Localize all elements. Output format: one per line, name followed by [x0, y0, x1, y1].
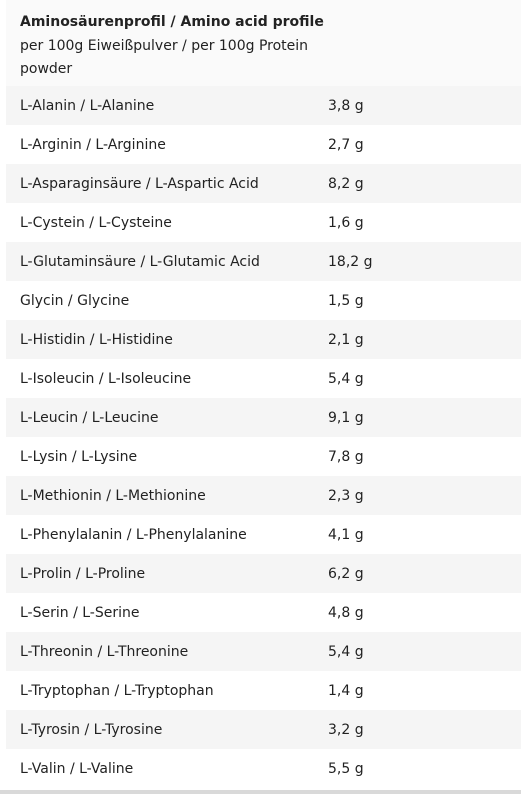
amino-acid-value: 18,2 g [328, 253, 373, 270]
table-row [6, 710, 521, 749]
amino-acid-name: Glycin / Glycine [20, 292, 130, 309]
amino-acid-value: 2,7 g [328, 136, 364, 153]
table-row [6, 632, 521, 671]
amino-acid-value: 2,3 g [328, 487, 364, 504]
amino-acid-name: L-Methionin / L-Methionine [20, 487, 206, 504]
amino-acid-name: L-Lysin / L-Lysine [20, 448, 138, 465]
amino-acid-name: L-Leucin / L-Leucine [20, 409, 159, 426]
table-row [6, 398, 521, 437]
amino-acid-value: 1,5 g [328, 292, 364, 309]
amino-acid-name: L-Phenylalanin / L-Phenylalanine [20, 526, 247, 543]
amino-acid-name: L-Arginin / L-Arginine [20, 136, 166, 153]
table-row [6, 749, 521, 788]
amino-acid-name: L-Serin / L-Serine [20, 604, 140, 621]
amino-acid-value: 5,4 g [328, 370, 364, 387]
table-row [6, 86, 521, 125]
table-row [6, 476, 521, 515]
amino-acid-value: 9,1 g [328, 409, 364, 426]
table-row [6, 593, 521, 632]
table-header [6, 0, 521, 86]
amino-acid-value: 8,2 g [328, 175, 364, 192]
table-row [6, 515, 521, 554]
amino-acid-name: L-Isoleucin / L-Isoleucine [20, 370, 192, 387]
table-row [6, 671, 521, 710]
amino-acid-name: L-Histidin / L-Histidine [20, 331, 173, 348]
amino-acid-name: L-Tyrosin / L-Tyrosine [20, 721, 163, 738]
table-title: Aminosäurenprofil / Amino acid profile [20, 14, 324, 30]
table-row [6, 359, 521, 398]
table-row [6, 320, 521, 359]
table-row [6, 164, 521, 203]
amino-acid-name: L-Asparaginsäure / L-Aspartic Acid [20, 175, 259, 192]
amino-acid-name: L-Alanin / L-Alanine [20, 97, 155, 114]
amino-acid-name: L-Cystein / L-Cysteine [20, 214, 172, 231]
amino-acid-name: L-Threonin / L-Threonine [20, 643, 189, 660]
table-row [6, 203, 521, 242]
amino-acid-table [6, 0, 521, 788]
table-row [6, 554, 521, 593]
amino-acid-name: L-Valin / L-Valine [20, 760, 134, 777]
amino-acid-name: L-Prolin / L-Proline [20, 565, 146, 582]
table-row [6, 125, 521, 164]
amino-acid-name: L-Glutaminsäure / L-Glutamic Acid [20, 253, 260, 270]
amino-acid-value: 1,6 g [328, 214, 364, 231]
amino-acid-value: 5,5 g [328, 760, 364, 777]
amino-acid-value: 4,1 g [328, 526, 364, 543]
amino-acid-value: 5,4 g [328, 643, 364, 660]
table-row [6, 437, 521, 476]
amino-acid-value: 6,2 g [328, 565, 364, 582]
amino-acid-name: L-Tryptophan / L-Tryptophan [20, 682, 214, 699]
table-row [6, 281, 521, 320]
table-row [6, 242, 521, 281]
table-subtitle: per 100g Eiweißpulver / per 100g Protein powder [20, 37, 309, 77]
table-body [6, 86, 521, 788]
amino-acid-value: 7,8 g [328, 448, 364, 465]
amino-acid-value: 1,4 g [328, 682, 364, 699]
amino-acid-value: 2,1 g [328, 331, 364, 348]
amino-acid-value: 4,8 g [328, 604, 364, 621]
bottom-divider [0, 790, 521, 794]
amino-acid-value: 3,8 g [328, 97, 364, 114]
amino-acid-value: 3,2 g [328, 721, 364, 738]
